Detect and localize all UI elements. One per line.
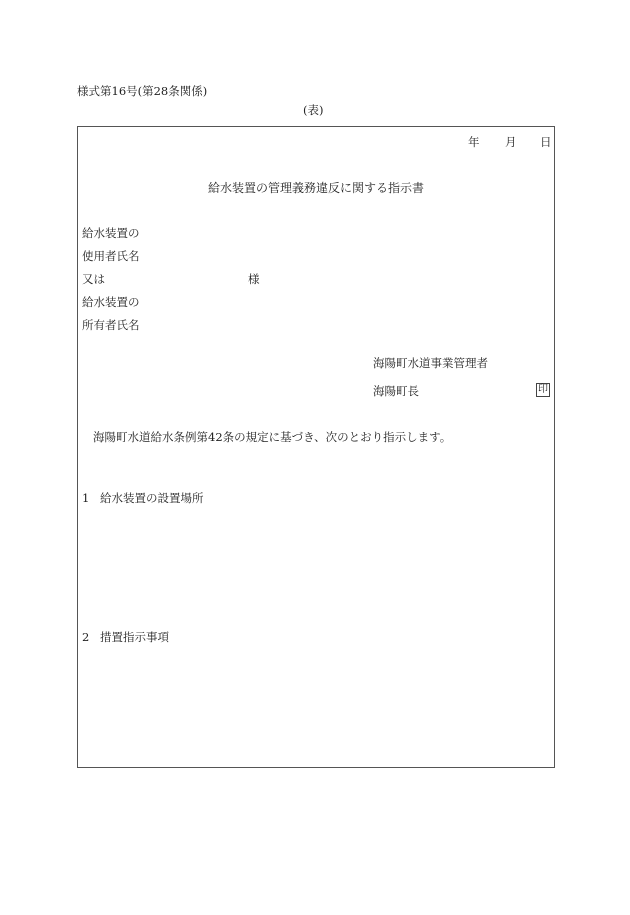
recipient-honorific: 様 [248, 272, 260, 286]
date-day-label: 日 [540, 135, 552, 149]
section-label-instructions: 措置指示事項 [100, 630, 169, 644]
recipient-label-line: 使用者氏名 [82, 249, 140, 263]
date-month-label: 月 [505, 135, 517, 149]
issuer-title: 海陽町水道事業管理者 [373, 356, 488, 370]
recipient-label-line: 又は [82, 272, 105, 286]
document-title: 給水装置の管理義務違反に関する指示書 [208, 181, 425, 195]
form-number: 様式第16号(第28条関係) [77, 84, 208, 98]
recipient-label-line: 給水装置の [82, 295, 140, 309]
section-number: 2 [82, 630, 90, 644]
instruction-text: 海陽町水道給水条例第42条の規定に基づき、次のとおり指示します。 [93, 430, 452, 444]
side-label: (表) [303, 103, 324, 117]
form-frame [77, 126, 555, 768]
section-number: 1 [82, 491, 90, 505]
date-year-label: 年 [468, 135, 480, 149]
recipient-label-line: 所有者氏名 [82, 318, 140, 332]
section-label-installation-location: 給水装置の設置場所 [100, 491, 204, 505]
recipient-label-line: 給水装置の [82, 226, 140, 240]
issuer-name: 海陽町長 [373, 384, 419, 398]
seal-mark: 印 [538, 384, 548, 395]
